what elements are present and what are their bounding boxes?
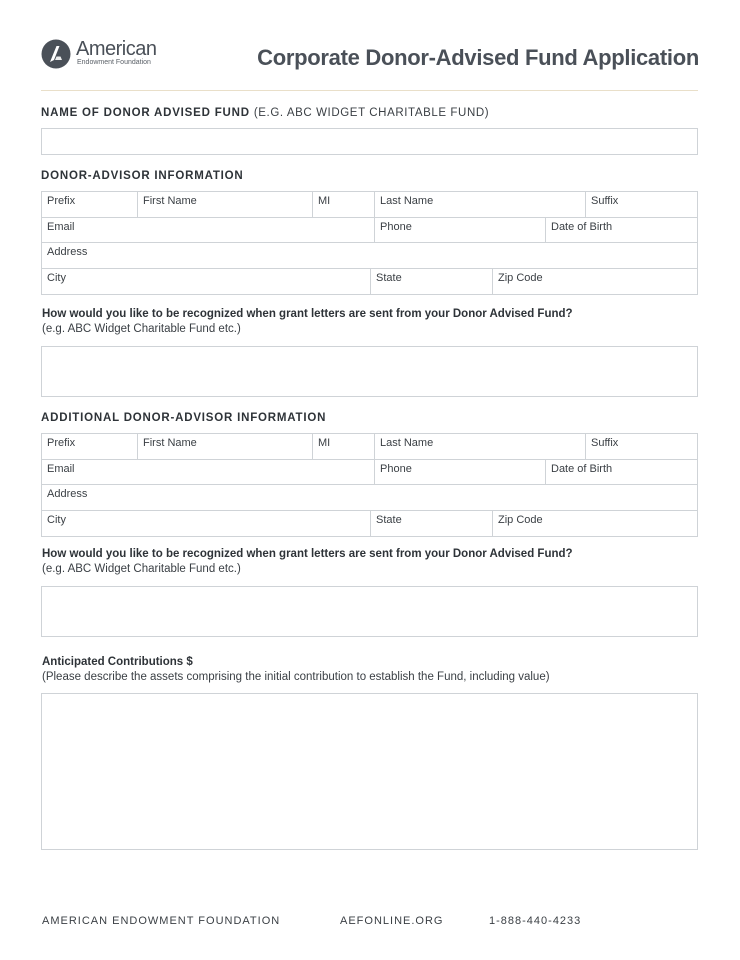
additional-recognition-example: (e.g. ABC Widget Charitable Fund etc.) bbox=[42, 563, 241, 575]
brand-tagline: Endowment Foundation bbox=[77, 59, 151, 66]
donor-advisor-heading: DONOR-ADVISOR INFORMATION bbox=[41, 170, 244, 182]
prefix-field[interactable]: Prefix bbox=[47, 195, 76, 207]
state-field[interactable]: State bbox=[370, 269, 492, 295]
additional-advisor-heading: ADDITIONAL DONOR-ADVISOR INFORMATION bbox=[41, 412, 327, 424]
donor-advisor-grid bbox=[41, 191, 698, 295]
city-field[interactable]: City bbox=[47, 513, 66, 526]
city-row bbox=[42, 511, 697, 537]
contributions-description: (Please describe the assets comprising the initial contribution to establish the Fund, including value) bbox=[42, 671, 550, 683]
suffix-field[interactable]: Suffix bbox=[585, 192, 697, 217]
additional-recognition-question-text: How would you like to be recognized when grant letters are sent from your Donor Advised Fund? bbox=[42, 548, 573, 560]
footer-phone: 1-888-440-4233 bbox=[489, 915, 582, 927]
footer-website[interactable]: AEFONLINE.ORG bbox=[340, 915, 444, 927]
city-field[interactable]: City bbox=[47, 271, 66, 284]
contact-row bbox=[42, 218, 697, 244]
address-row bbox=[42, 243, 697, 269]
email-field[interactable]: Email bbox=[47, 462, 75, 475]
first-name-field[interactable]: First Name bbox=[137, 192, 312, 217]
name-row bbox=[42, 434, 697, 460]
phone-field[interactable]: Phone bbox=[374, 218, 545, 243]
last-name-field[interactable]: Last Name bbox=[374, 192, 585, 217]
fund-name-hint: (E.G. ABC WIDGET CHARITABLE FUND) bbox=[253, 107, 490, 119]
mi-field[interactable]: MI bbox=[312, 192, 374, 217]
name-row bbox=[42, 192, 697, 218]
contributions-label: Anticipated Contributions $ bbox=[42, 656, 193, 668]
additional-recognition-field[interactable] bbox=[41, 586, 698, 637]
email-field[interactable]: Email bbox=[47, 220, 75, 233]
recognition-question bbox=[42, 308, 573, 335]
state-field[interactable]: State bbox=[370, 511, 492, 537]
contributions-field[interactable] bbox=[41, 693, 698, 850]
recognition-example: (e.g. ABC Widget Charitable Fund etc.) bbox=[42, 323, 241, 335]
recognition-field[interactable] bbox=[41, 346, 698, 397]
zip-code-field[interactable]: Zip Code bbox=[492, 511, 697, 537]
footer-organization: AMERICAN ENDOWMENT FOUNDATION bbox=[42, 915, 281, 927]
document-title: Corporate Donor-Advised Fund Application bbox=[257, 45, 699, 70]
address-field[interactable]: Address bbox=[47, 488, 88, 500]
fund-name-label: NAME OF DONOR ADVISED FUND bbox=[41, 107, 250, 119]
date-of-birth-field[interactable]: Date of Birth bbox=[545, 218, 697, 243]
contact-row bbox=[42, 460, 697, 486]
phone-field[interactable]: Phone bbox=[374, 460, 545, 485]
prefix-field[interactable]: Prefix bbox=[47, 437, 76, 449]
additional-recognition-question bbox=[42, 548, 573, 575]
brand-name: American bbox=[76, 38, 157, 60]
address-field[interactable]: Address bbox=[47, 246, 88, 258]
suffix-field[interactable]: Suffix bbox=[585, 434, 697, 459]
additional-advisor-grid bbox=[41, 433, 698, 537]
date-of-birth-field[interactable]: Date of Birth bbox=[545, 460, 697, 485]
zip-code-field[interactable]: Zip Code bbox=[492, 269, 697, 295]
recognition-question-text: How would you like to be recognized when grant letters are sent from your Donor Advised Fund? bbox=[42, 308, 573, 320]
last-name-field[interactable]: Last Name bbox=[374, 434, 585, 459]
fund-name-field[interactable] bbox=[41, 128, 698, 155]
header-divider bbox=[41, 90, 698, 91]
fund-name-heading bbox=[41, 107, 489, 119]
city-row bbox=[42, 269, 697, 295]
aef-logo-icon bbox=[41, 39, 71, 69]
mi-field[interactable]: MI bbox=[312, 434, 374, 459]
first-name-field[interactable]: First Name bbox=[137, 434, 312, 459]
address-row bbox=[42, 485, 697, 511]
contributions-question bbox=[42, 656, 550, 683]
